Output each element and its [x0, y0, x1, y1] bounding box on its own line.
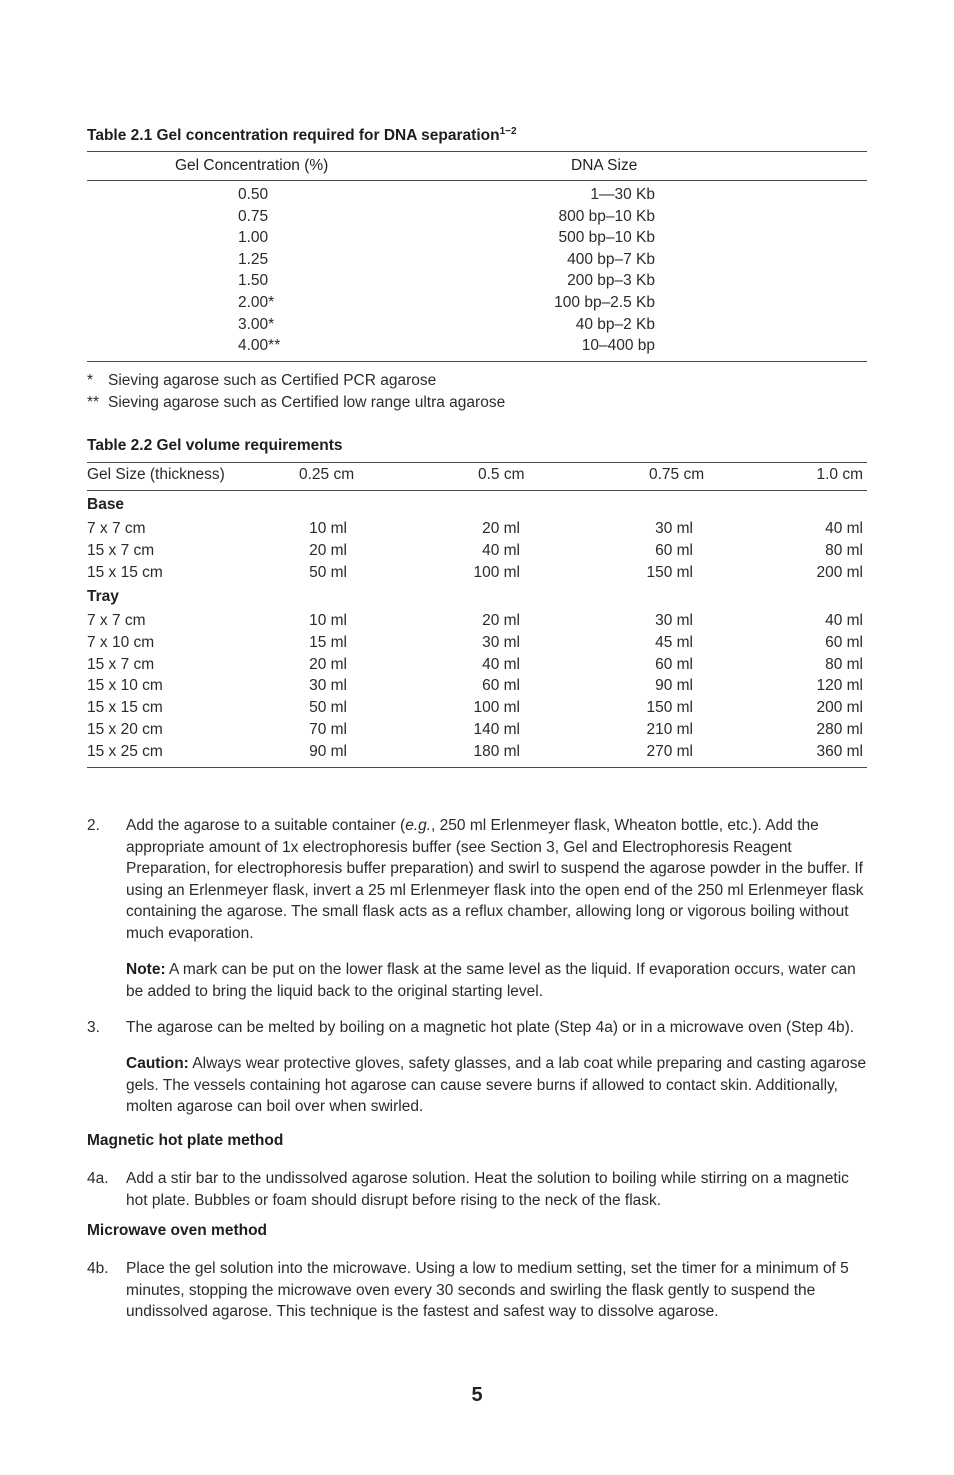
table-row	[0, 186, 954, 208]
gel-concentration-cell: 1.00	[238, 229, 269, 247]
volume-cell: 20 ml	[482, 520, 520, 537]
volume-cell: 60 ml	[655, 541, 693, 559]
volume-cell: 40 ml	[825, 520, 863, 537]
gel-concentration-cell: 0.50	[238, 186, 269, 203]
volume-cell: 60 ml	[482, 677, 520, 695]
volume-cell: 140 ml	[473, 721, 520, 738]
table-row	[0, 721, 954, 743]
dna-size-cell: 400 bp–7 Kb	[567, 250, 655, 268]
hotplate-method-heading: Magnetic hot plate method	[87, 1132, 284, 1149]
volume-cell: 40 ml	[482, 541, 520, 559]
volume-cell: 30 ml	[655, 520, 693, 537]
volume-cell: 40 ml	[825, 612, 863, 629]
dna-size-cell: 40 bp–2 Kb	[575, 315, 655, 333]
volume-cell: 70 ml	[309, 721, 347, 738]
gel-size-cell: 15 x 25 cm	[87, 742, 163, 760]
dna-size-cell: 200 bp–3 Kb	[567, 272, 655, 290]
table-2-2-section-base: Base	[87, 496, 125, 513]
table-row	[0, 656, 954, 678]
step-text: Add the agarose to a suitable container (e.g., 250 ml Erlenmeyer flask, Wheaton bottle, etc.). Add the appropriate amount of 1x electrophoresis buffer (see Section 3, Gel and Electrophoresis Reagent Preparation, for electrophoresis buffer preparation) and swirl to suspend the agarose powder in the buffer. If using an Erlenmeyer flask, invert a 25 ml Erlenmeyer flask into the open end of the 250 ml Erlenmeyer flask containing the agarose. The small flask acts as a reflux chamber, allowing long or vigorous boiling without much evaporation.	[126, 817, 864, 942]
table-2-2-top-rule	[87, 462, 867, 463]
volume-cell: 10 ml	[309, 612, 347, 629]
volume-cell: 60 ml	[655, 655, 693, 673]
gel-size-cell: 15 x 7 cm	[87, 541, 155, 559]
volume-cell: 210 ml	[646, 721, 693, 738]
volume-cell: 120 ml	[816, 677, 863, 695]
volume-cell: 60 ml	[825, 633, 863, 651]
table-2-2-caption: Table 2.2 Gel volume requirements	[87, 437, 343, 454]
volume-cell: 45 ml	[655, 633, 693, 651]
table-row	[0, 229, 954, 251]
table-2-1-header-rule	[87, 180, 867, 181]
volume-cell: 150 ml	[646, 699, 693, 717]
table-row	[0, 743, 954, 765]
step-text: The agarose can be melted by boiling on a magnetic hot plate (Step 4a) or in a microwave oven (Step 4b).	[126, 1019, 855, 1036]
gel-concentration-cell: 1.25	[238, 250, 269, 268]
volume-cell: 100 ml	[473, 699, 520, 717]
volume-cell: 360 ml	[816, 742, 863, 760]
step-number: 4a.	[87, 1170, 109, 1187]
step-number: 2.	[87, 817, 100, 834]
step-number: 4b.	[87, 1260, 109, 1277]
table-row	[0, 208, 954, 230]
table-2-1-bottom-rule	[87, 361, 867, 362]
footnote-2: ** Sieving agarose such as Certified low range ultra agarose	[87, 394, 506, 411]
table-row	[0, 699, 954, 721]
volume-cell: 50 ml	[309, 563, 347, 581]
volume-cell: 80 ml	[825, 655, 863, 673]
volume-cell: 20 ml	[309, 541, 347, 559]
table-2-2-section-tray: Tray	[87, 588, 119, 605]
volume-cell: 200 ml	[816, 699, 863, 717]
gel-concentration-cell: 4.00**	[238, 337, 281, 355]
table-2-1-header-size: DNA Size	[571, 157, 638, 174]
volume-cell: 15 ml	[309, 633, 347, 651]
table-2-1-header-conc: Gel Concentration (%)	[175, 157, 329, 174]
volume-cell: 180 ml	[473, 742, 520, 760]
footnote-1: * Sieving agarose such as Certified PCR agarose	[87, 372, 437, 389]
volume-cell: 200 ml	[816, 563, 863, 581]
table-row	[0, 272, 954, 294]
table-2-2-header-cell: 0.5 cm	[478, 466, 525, 483]
step-text: Place the gel solution into the microwave. Using a low to medium setting, set the timer for a minimum of 5 minutes, stopping the microwave oven every 30 seconds and swirling the flask gently to suspend the undissolved agarose. This technique is the fastest and safest way to dissolve agarose.	[126, 1260, 849, 1320]
caution-label: Caution:	[126, 1055, 189, 1072]
table-2-1-caption-sup: 1−2	[499, 126, 517, 137]
table-row	[0, 294, 954, 316]
volume-cell: 80 ml	[825, 541, 863, 559]
gel-size-cell: 7 x 7 cm	[87, 612, 146, 629]
caution-paragraph: Caution: Always wear protective gloves, safety glasses, and a lab coat while preparing and casting agarose gels. The vessels containing hot agarose can cause severe burns if allowed to contact skin. Additionally, molten agarose can boil over when swirled.	[126, 1055, 867, 1115]
step-text: Add a stir bar to the undissolved agarose solution. Heat the solution to boiling while stirring on a magnetic hot plate. Bubbles or foam should disrupt before rising to the neck of the flask.	[126, 1170, 849, 1209]
gel-size-cell: 15 x 15 cm	[87, 699, 163, 717]
gel-size-cell: 15 x 7 cm	[87, 655, 155, 673]
gel-size-cell: 7 x 7 cm	[87, 520, 146, 537]
volume-cell: 270 ml	[646, 742, 693, 760]
table-2-1-caption: Table 2.1 Gel concentration required for DNA separation$^{1-2}$	[87, 126, 517, 145]
table-2-2-header-cell: 1.0 cm	[816, 466, 863, 483]
table-2-2-bottom-rule	[87, 767, 867, 768]
table-2-2-header-row	[0, 466, 954, 488]
gel-concentration-cell: 0.75	[238, 207, 269, 225]
table-row	[0, 564, 954, 586]
dna-size-cell: 100 bp–2.5 Kb	[554, 294, 655, 311]
table-2-2-header-cell: 0.25 cm	[299, 466, 355, 483]
gel-size-cell: 15 x 10 cm	[87, 677, 163, 695]
table-row	[0, 251, 954, 273]
table-row	[0, 316, 954, 338]
table-2-2-header-cell: Gel Size (thickness)	[87, 466, 225, 483]
dna-size-cell: 10–400 bp	[581, 337, 655, 355]
volume-cell: 280 ml	[816, 721, 863, 738]
volume-cell: 30 ml	[482, 633, 520, 651]
volume-cell: 30 ml	[309, 677, 347, 695]
volume-cell: 50 ml	[309, 699, 347, 717]
note-label: Note:	[126, 961, 166, 978]
gel-size-cell: 15 x 20 cm	[87, 721, 163, 738]
volume-cell: 40 ml	[482, 655, 520, 673]
gel-concentration-cell: 1.50	[238, 272, 269, 290]
table-row	[0, 634, 954, 656]
volume-cell: 20 ml	[482, 612, 520, 629]
volume-cell: 90 ml	[655, 677, 693, 695]
volume-cell: 30 ml	[655, 612, 693, 629]
dna-size-cell: 800 bp–10 Kb	[558, 207, 655, 225]
note-paragraph: Note: A mark can be put on the lower flask at the same level as the liquid. If evaporation occurs, water can be added to bring the liquid back to the original starting level.	[126, 961, 856, 1000]
volume-cell: 100 ml	[473, 563, 520, 581]
microwave-method-heading: Microwave oven method	[87, 1222, 268, 1239]
dna-size-cell: 1—30 Kb	[590, 186, 655, 203]
table-row	[0, 520, 954, 542]
volume-cell: 10 ml	[309, 520, 347, 537]
dna-size-cell: 500 bp–10 Kb	[558, 229, 655, 247]
gel-concentration-cell: 2.00*	[238, 294, 275, 311]
table-2-1-top-rule	[87, 151, 867, 152]
table-row	[0, 542, 954, 564]
gel-size-cell: 7 x 10 cm	[87, 633, 155, 651]
volume-cell: 90 ml	[309, 742, 347, 760]
table-row	[0, 612, 954, 634]
gel-size-cell: 15 x 15 cm	[87, 563, 163, 581]
step-number: 3.	[87, 1019, 100, 1036]
volume-cell: 150 ml	[646, 563, 693, 581]
table-row	[0, 677, 954, 699]
volume-cell: 20 ml	[309, 655, 347, 673]
gel-concentration-cell: 3.00*	[238, 315, 275, 333]
table-2-2-header-cell: 0.75 cm	[649, 466, 705, 483]
table-row	[0, 337, 954, 359]
page-number: 5	[471, 1384, 483, 1406]
table-2-2-header-rule	[87, 490, 867, 491]
